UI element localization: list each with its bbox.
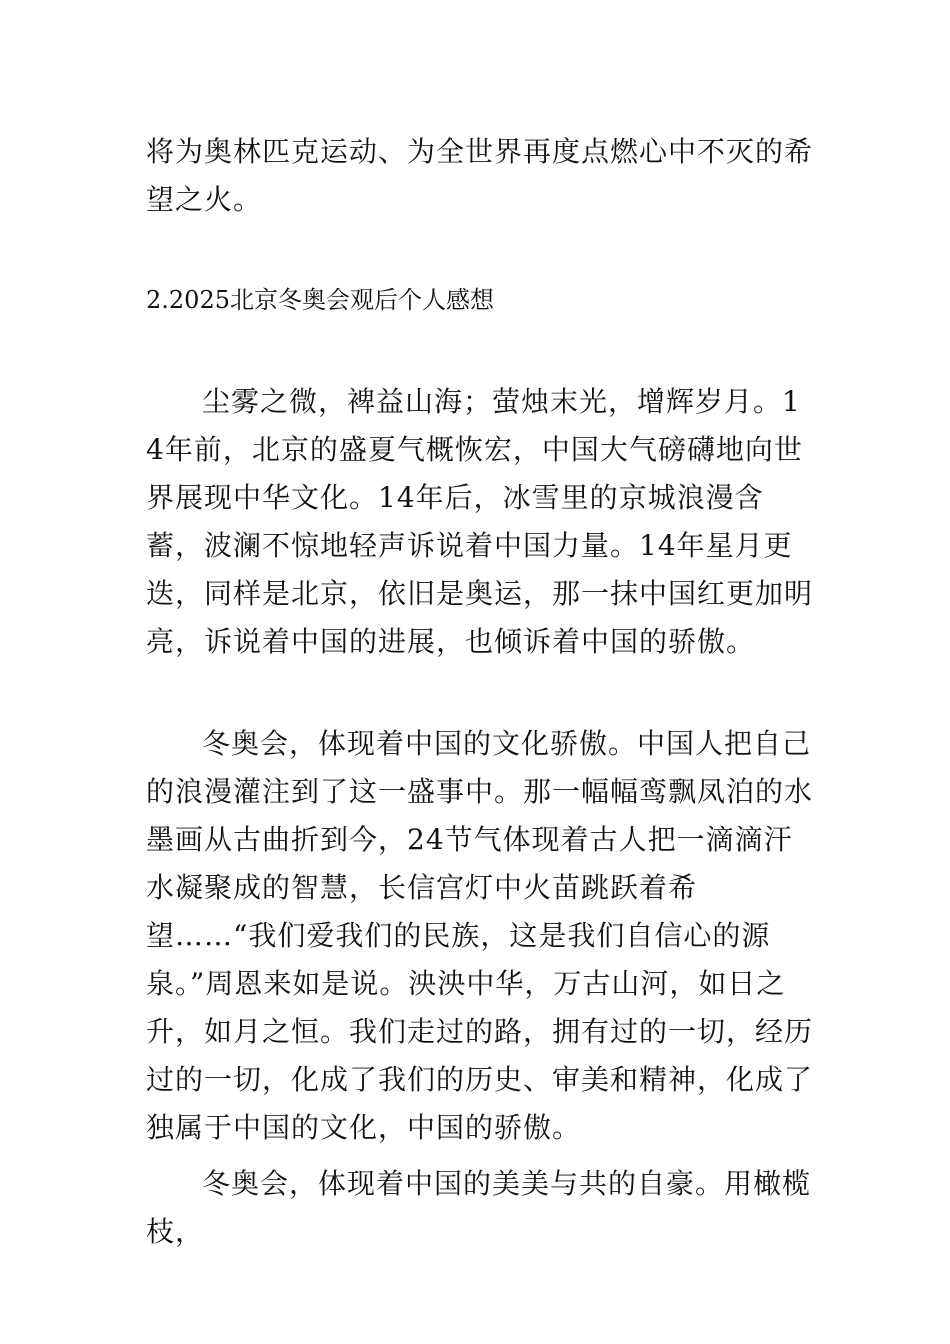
continuation-paragraph: 将为奥林匹克运动、为全世界再度点燃心中不灭的希望之火。 — [146, 135, 814, 216]
paragraph-1: 尘雾之微，裨益山海；萤烛末光，增辉岁月。14年前，北京的盛夏气概恢宏，中国大气磅礴地向世界展现中华文化。14年后，冰雪里的京城浪漫含蓄，波澜不惊地轻声诉说着中国力量。14年星月更迭，同样是北京，依旧是奥运，那一抹中国红更加明亮，诉说着中国的进展，也倾诉着中国的骄傲。 — [146, 385, 814, 658]
paragraph-2: 冬奥会，体现着中国的文化骄傲。中国人把自己的浪漫灌注到了这一盛事中。那一幅幅鸾飘凤泊的水墨画从古曲折到今，24节气体现着古人把一滴滴汗水凝聚成的智慧，长信宫灯中火苗跳跃着希望……“我们爱我们的民族，这是我们自信心的源泉。”周恩来如是说。泱泱中华，万古山河，如日之升，如月之恒。我们走过的路，拥有过的一切，经历过的一切，化成了我们的历史、审美和精神，化成了独属于中国的文化，中国的骄傲。 — [146, 727, 814, 1144]
section-heading: 2.2025北京冬奥会观后个人感想 — [146, 286, 494, 314]
paragraph-3: 冬奥会，体现着中国的美美与共的自豪。用橄榄枝， — [146, 1167, 812, 1248]
